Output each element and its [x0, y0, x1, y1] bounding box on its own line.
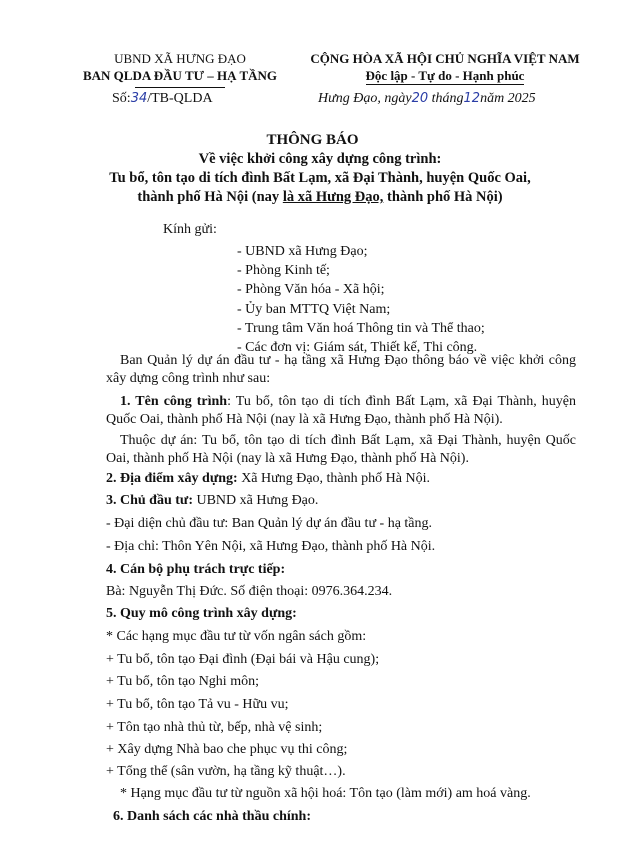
date-day: 20 — [411, 91, 429, 106]
date-place: Hưng Đạo, ngày — [318, 91, 412, 106]
document-date — [318, 91, 536, 107]
nation-line-1: CỘNG HÒA XÃ HỘI CHỦ NGHĨA VIỆT NAM — [310, 51, 580, 66]
date-month: 12 — [463, 91, 481, 106]
section-5-item: + Tổng thể (sân vườn, hạ tầng kỹ thuật…). — [106, 764, 346, 779]
section-3-representative: - Đại diện chủ đầu tư: Ban Quản lý dự án đầu tư - hạ tầng. — [106, 516, 433, 531]
greeting: Kính gửi: — [163, 222, 217, 237]
subtitle-line-1: Về việc khởi công xây dựng công trình: — [198, 151, 442, 167]
section-3 — [106, 492, 318, 510]
section-4-label: 4. Cán bộ phụ trách trực tiếp: — [106, 562, 286, 577]
date-year: năm 2025 — [480, 91, 536, 106]
section-5-social: * Hạng mục đầu tư từ nguồn xã hội hoá: Tôn tạo (làm mới) am hoá vàng. — [120, 786, 531, 801]
section-3-label: 3. Chủ đầu tư: — [106, 493, 193, 508]
section-5-item: + Tu bổ, tôn tạo Đại đình (Đại bái và Hậu cung); — [106, 652, 380, 667]
org-line-1: UBND XÃ HƯNG ĐẠO — [114, 51, 246, 66]
section-5-label: 5. Quy mô công trình xây dựng: — [106, 606, 297, 621]
nation-line-2: Độc lập - Tự do - Hạnh phúc — [365, 68, 525, 83]
national-header — [300, 50, 590, 84]
doc-no-handwritten: 34 — [130, 91, 148, 106]
section-3-address: - Địa chỉ: Thôn Yên Nội, xã Hưng Đạo, thành phố Hà Nội. — [106, 539, 436, 554]
section-6-label: 6. Danh sách các nhà thầu chính: — [113, 809, 311, 824]
section-5-item: + Tôn tạo nhà thủ từ, bếp, nhà vệ sinh; — [106, 720, 323, 735]
section-1-text: : Tu bổ, tôn tạo di tích đình Bất Lạm, xã Đại Thành, huyện Quốc Oai, thành phố Hà Nội (nay là xã Hưng Đạo, thành phố Hà Nội). — [106, 394, 576, 427]
subtitle-line-2: Tu bổ, tôn tạo di tích đình Bất Lạm, xã Đại Thành, huyện Quốc Oai, thành phố Hà Nội (nay — [109, 170, 531, 205]
section-2 — [106, 470, 430, 488]
document-title: THÔNG BÁO — [266, 132, 359, 148]
recipient-item: - UBND xã Hưng Đạo; — [237, 244, 368, 259]
section-5-item: + Xây dựng Nhà bao che phục vụ thi công; — [106, 742, 348, 757]
recipient-item: - Phòng Kinh tế; — [237, 263, 330, 279]
doc-no-suffix: /TB-QLDA — [147, 91, 213, 106]
section-4-text: Bà: Nguyễn Thị Đức. Số điện thoại: 0976.364.234. — [106, 584, 393, 599]
issuing-organization — [60, 50, 300, 84]
section-2-label: 2. Địa điểm xây dựng: — [106, 471, 238, 486]
document-number — [112, 91, 213, 107]
date-month-label: tháng — [431, 91, 464, 106]
section-1 — [106, 393, 576, 429]
document-subtitle — [90, 150, 550, 207]
recipient-list — [237, 242, 485, 357]
section-5-item: + Tu bổ, tôn tạo Tả vu - Hữu vu; — [106, 697, 289, 712]
recipient-item: - Trung tâm Văn hoá Thông tin và Thể thao; — [237, 320, 485, 336]
subtitle-underlined: là xã Hưng Đạo, — [282, 189, 384, 205]
intro-paragraph: Ban Quản lý dự án đầu tư - hạ tầng xã Hưng Đạo thông báo về việc khởi công xây dựng công trình như sau: — [106, 353, 576, 386]
recipient-item: - Các đơn vị: Giám sát, Thiết kế, Thi công. — [237, 340, 478, 356]
doc-no-prefix: Số: — [112, 91, 131, 106]
section-5-item: + Tu bổ, tôn tạo Nghi môn; — [106, 674, 259, 689]
section-5-item: * Các hạng mục đầu tư từ vốn ngân sách gồm: — [106, 629, 367, 644]
section-2-text: Xã Hưng Đạo, thành phố Hà Nội. — [237, 471, 430, 486]
subtitle-tail: thành phố Hà Nội) — [386, 189, 503, 205]
recipient-item: - Ủy ban MTTQ Việt Nam; — [237, 301, 391, 317]
org-line-2: BAN QLDA ĐẦU TƯ – HẠ TẦNG — [60, 67, 300, 84]
section-3-text: UBND xã Hưng Đạo. — [192, 493, 319, 508]
section-1-label: 1. Tên công trình — [120, 394, 228, 409]
section-1-project: Thuộc dự án: Tu bổ, tôn tạo di tích đình Bất Lạm, xã Đại Thành, huyện Quốc Oai, thành phố Hà Nội (nay là xã Hưng Đạo, thành phố Hà Nội). — [106, 433, 576, 466]
recipient-item: - Phòng Văn hóa - Xã hội; — [237, 282, 385, 298]
